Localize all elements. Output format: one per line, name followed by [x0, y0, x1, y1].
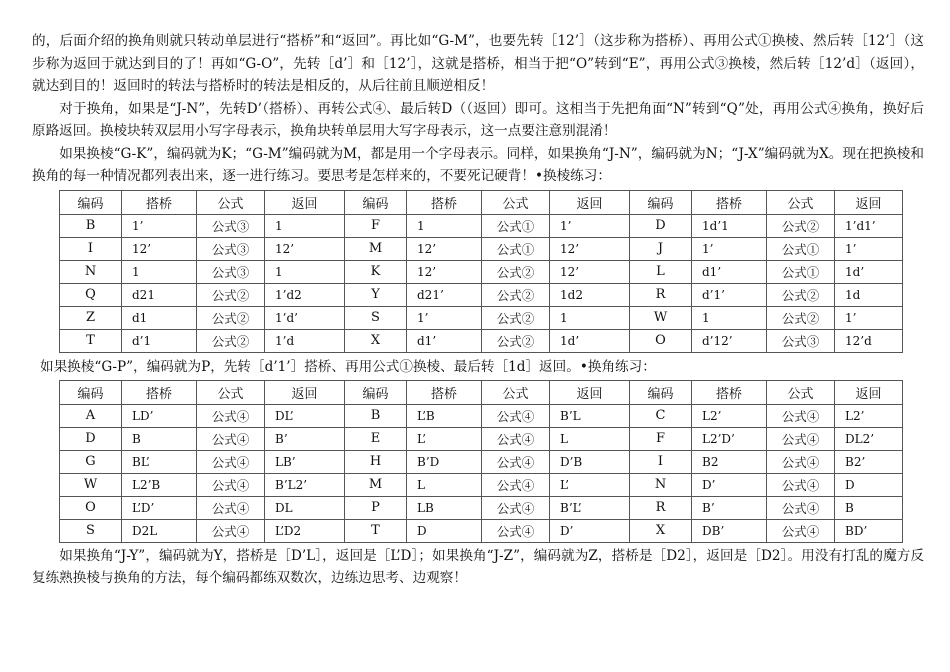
table-row: [60, 260, 903, 283]
bridge-cell: B’: [692, 496, 767, 519]
table-row: [60, 283, 903, 306]
column-header: 编码: [60, 190, 122, 214]
table-row: [60, 519, 903, 542]
code-cell: A: [60, 404, 122, 427]
return-cell: B’: [265, 427, 345, 450]
formula-cell: 公式④: [767, 496, 835, 519]
formula-cell: 公式③: [197, 214, 265, 237]
return-cell: 12’: [550, 237, 630, 260]
formula-cell: 公式④: [767, 519, 835, 542]
column-header: 编码: [345, 380, 407, 404]
bridge-cell: L’D’: [122, 496, 197, 519]
bridge-cell: DB’: [692, 519, 767, 542]
code-cell: W: [630, 306, 692, 329]
bridge-cell: 1: [692, 306, 767, 329]
column-header: 返回: [835, 380, 903, 404]
table-row: [60, 214, 903, 237]
return-cell: 1’d2: [265, 283, 345, 306]
code-cell: N: [630, 473, 692, 496]
return-cell: L’: [550, 473, 630, 496]
return-cell: B’L2’: [265, 473, 345, 496]
code-cell: H: [345, 450, 407, 473]
code-cell: Q: [60, 283, 122, 306]
return-cell: 1d2: [550, 283, 630, 306]
formula-cell: 公式②: [482, 283, 550, 306]
code-cell: W: [60, 473, 122, 496]
return-cell: 1’d1’: [835, 214, 903, 237]
column-header: 公式: [767, 380, 835, 404]
formula-cell: 公式④: [482, 496, 550, 519]
table-row: [60, 329, 903, 352]
bridge-cell: L2’: [692, 404, 767, 427]
bridge-cell: d21: [122, 283, 197, 306]
return-cell: D’B: [550, 450, 630, 473]
bridge-cell: L2’D’: [692, 427, 767, 450]
formula-cell: 公式③: [767, 329, 835, 352]
edge-practice-table: [59, 190, 903, 353]
code-cell: E: [345, 427, 407, 450]
return-cell: 1d’: [835, 260, 903, 283]
code-cell: X: [345, 329, 407, 352]
code-cell: P: [345, 496, 407, 519]
formula-cell: 公式②: [197, 306, 265, 329]
column-header: 搭桥: [407, 190, 482, 214]
column-header: 返回: [550, 380, 630, 404]
table-row: [60, 427, 903, 450]
return-cell: B’L’: [550, 496, 630, 519]
column-header: 返回: [265, 190, 345, 214]
code-cell: M: [345, 473, 407, 496]
return-cell: B: [835, 496, 903, 519]
code-cell: I: [630, 450, 692, 473]
column-header: 返回: [835, 190, 903, 214]
formula-cell: 公式④: [197, 450, 265, 473]
return-cell: 1d: [835, 283, 903, 306]
bridge-cell: LB: [407, 496, 482, 519]
paragraph-edge-example: 如果换棱“G-P”，编码就为P，先转［d’1’］搭桥、再用公式①换棱、最后转［1d］返回。•换角练习：: [40, 358, 656, 375]
paragraph-corner-example: 如果换角“J-Y”，编码就为Y，搭桥是［D’L］，返回是［L’D］；如果换角“J-Z”，编码就为Z，搭桥是［D2］，返回是［D2］。用没有打乱的魔方反复练熟换棱与换角的方法，每个编码都练双数次，边练边思考、边观察！: [32, 547, 924, 586]
code-cell: Z: [60, 306, 122, 329]
column-header: 搭桥: [122, 190, 197, 214]
bridge-cell: 1: [407, 214, 482, 237]
bridge-cell: 1’: [407, 306, 482, 329]
code-cell: B: [345, 404, 407, 427]
formula-cell: 公式④: [482, 473, 550, 496]
formula-cell: 公式②: [482, 260, 550, 283]
return-cell: DL: [265, 496, 345, 519]
column-header: 公式: [197, 190, 265, 214]
bridge-cell: 12’: [407, 260, 482, 283]
code-cell: T: [60, 329, 122, 352]
formula-cell: 公式④: [482, 404, 550, 427]
return-cell: 12’: [550, 260, 630, 283]
return-cell: 1’: [550, 214, 630, 237]
code-cell: N: [60, 260, 122, 283]
code-cell: F: [345, 214, 407, 237]
code-cell: M: [345, 237, 407, 260]
table-row: [60, 496, 903, 519]
table-row: [60, 404, 903, 427]
return-cell: 1’d: [265, 329, 345, 352]
paragraph-edge-intro: 的，后面介绍的换角则就只转动单层进行“搭桥”和“返回”。再比如“G-M”，也要先转［12’］（这步称为搭桥）、再用公式①换棱、然后转［12’］（这步称为返回于就达到目的了！再如“G-O”，先转［d’］和［12’］，这就是搭桥，相当于把“O”转到“E”，再用公式③换棱，然后转［12’d］（返回），就达到目的！返回时的转法与搭桥时的转法是相反的，从后往前且顺逆相反！: [32, 33, 924, 94]
column-header: 公式: [482, 190, 550, 214]
table-row: [60, 237, 903, 260]
column-header: 编码: [345, 190, 407, 214]
bridge-cell: L’: [407, 427, 482, 450]
bridge-cell: d1’: [692, 260, 767, 283]
return-cell: 12’: [265, 237, 345, 260]
bridge-cell: L’B: [407, 404, 482, 427]
code-cell: F: [630, 427, 692, 450]
return-cell: 12’d: [835, 329, 903, 352]
bridge-cell: BL’: [122, 450, 197, 473]
return-cell: B’L: [550, 404, 630, 427]
formula-cell: 公式④: [767, 473, 835, 496]
bridge-cell: d1: [122, 306, 197, 329]
column-header: 搭桥: [122, 380, 197, 404]
bridge-cell: d’1: [122, 329, 197, 352]
table-row: [60, 306, 903, 329]
bridge-cell: d’1’: [692, 283, 767, 306]
table-row: [60, 473, 903, 496]
column-header: 编码: [630, 190, 692, 214]
code-cell: X: [630, 519, 692, 542]
formula-cell: 公式②: [767, 214, 835, 237]
bridge-cell: 1’: [122, 214, 197, 237]
bridge-cell: 1’: [692, 237, 767, 260]
code-cell: I: [60, 237, 122, 260]
return-cell: 1’d’: [265, 306, 345, 329]
formula-cell: 公式④: [767, 427, 835, 450]
bridge-cell: LD’: [122, 404, 197, 427]
code-cell: D: [60, 427, 122, 450]
return-cell: 1: [550, 306, 630, 329]
code-cell: O: [630, 329, 692, 352]
column-header: 编码: [630, 380, 692, 404]
table-row: [60, 450, 903, 473]
formula-cell: 公式②: [767, 306, 835, 329]
column-header: 公式: [767, 190, 835, 214]
code-cell: L: [630, 260, 692, 283]
formula-cell: 公式④: [197, 519, 265, 542]
code-cell: Y: [345, 283, 407, 306]
column-header: 搭桥: [407, 380, 482, 404]
edge-table-header: [60, 190, 903, 214]
return-cell: 1’: [835, 306, 903, 329]
return-cell: L’D2: [265, 519, 345, 542]
bridge-cell: B2: [692, 450, 767, 473]
paragraph-corner-intro: 对于换角，如果是“J-N”，先转D’（搭桥）、再转公式④、最后转D（（返回）即可。这相当于先把角面“N”转到“Q”处，再用公式④换角，换好后原路返回。换棱块转双层用小写字母表示，换角块转单层用大写字母表示，这一点要注意别混淆！: [32, 100, 924, 139]
return-cell: LB’: [265, 450, 345, 473]
bridge-cell: 12’: [122, 237, 197, 260]
formula-cell: 公式①: [482, 237, 550, 260]
bridge-cell: B’D: [407, 450, 482, 473]
formula-cell: 公式①: [767, 237, 835, 260]
code-cell: R: [630, 496, 692, 519]
return-cell: DL2’: [835, 427, 903, 450]
bridge-cell: d21’: [407, 283, 482, 306]
formula-cell: 公式④: [767, 404, 835, 427]
formula-cell: 公式④: [767, 450, 835, 473]
column-header: 公式: [482, 380, 550, 404]
return-cell: BD’: [835, 519, 903, 542]
code-cell: B: [60, 214, 122, 237]
return-cell: L: [550, 427, 630, 450]
formula-cell: 公式②: [482, 329, 550, 352]
formula-cell: 公式②: [482, 306, 550, 329]
code-cell: O: [60, 496, 122, 519]
formula-cell: 公式④: [197, 427, 265, 450]
bridge-cell: 1d’1: [692, 214, 767, 237]
formula-cell: 公式①: [482, 214, 550, 237]
formula-cell: 公式②: [767, 283, 835, 306]
corner-practice-table: [59, 380, 903, 543]
bridge-cell: L2’B: [122, 473, 197, 496]
bridge-cell: D: [407, 519, 482, 542]
return-cell: 1: [265, 214, 345, 237]
code-cell: C: [630, 404, 692, 427]
paragraph-encoding: 如果换棱“G-K”，编码就为K；“G-M”编码就为M，都是用一个字母表示。同样，如果换角“J-N”，编码就为N；“J-X”编码就为X。现在把换棱和换角的每一种情况都列表出来，逐一进行练习。要思考是怎样来的，不要死记硬背！•换棱练习：: [32, 145, 924, 184]
code-cell: R: [630, 283, 692, 306]
return-cell: L2’: [835, 404, 903, 427]
return-cell: B2’: [835, 450, 903, 473]
bridge-cell: B: [122, 427, 197, 450]
return-cell: 1d’: [550, 329, 630, 352]
corner-table-header: [60, 380, 903, 404]
column-header: 公式: [197, 380, 265, 404]
bridge-cell: D’: [692, 473, 767, 496]
bridge-cell: L: [407, 473, 482, 496]
formula-cell: 公式②: [197, 329, 265, 352]
bridge-cell: 1: [122, 260, 197, 283]
formula-cell: 公式①: [767, 260, 835, 283]
bridge-cell: d’12’: [692, 329, 767, 352]
return-cell: 1’: [835, 237, 903, 260]
return-cell: D’: [550, 519, 630, 542]
code-cell: J: [630, 237, 692, 260]
code-cell: S: [345, 306, 407, 329]
bridge-cell: D2L: [122, 519, 197, 542]
column-header: 返回: [265, 380, 345, 404]
column-header: 搭桥: [692, 190, 767, 214]
column-header: 返回: [550, 190, 630, 214]
return-cell: DL’: [265, 404, 345, 427]
formula-cell: 公式③: [197, 260, 265, 283]
bridge-cell: d1’: [407, 329, 482, 352]
formula-cell: 公式④: [197, 404, 265, 427]
formula-cell: 公式④: [197, 496, 265, 519]
code-cell: S: [60, 519, 122, 542]
formula-cell: 公式④: [482, 427, 550, 450]
code-cell: G: [60, 450, 122, 473]
formula-cell: 公式④: [197, 473, 265, 496]
code-cell: K: [345, 260, 407, 283]
column-header: 搭桥: [692, 380, 767, 404]
return-cell: D: [835, 473, 903, 496]
return-cell: 1: [265, 260, 345, 283]
column-header: 编码: [60, 380, 122, 404]
bridge-cell: 12’: [407, 237, 482, 260]
code-cell: D: [630, 214, 692, 237]
formula-cell: 公式④: [482, 519, 550, 542]
formula-cell: 公式②: [197, 283, 265, 306]
code-cell: T: [345, 519, 407, 542]
formula-cell: 公式③: [197, 237, 265, 260]
formula-cell: 公式④: [482, 450, 550, 473]
